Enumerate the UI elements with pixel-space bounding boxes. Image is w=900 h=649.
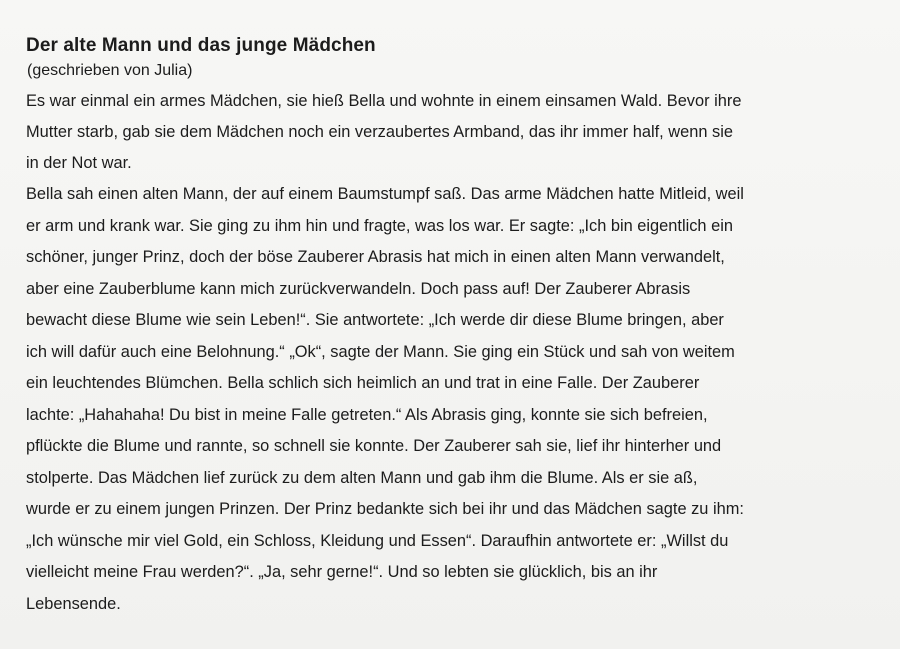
paragraph-1	[26, 86, 854, 179]
text-line: Bella sah einen alten Mann, der auf einem Baumstumpf saß. Das arme Mädchen hatte Mitleid, weil	[26, 185, 744, 203]
story-title: Der alte Mann und das junge Mädchen	[26, 35, 376, 56]
text-line: „Ich wünsche mir viel Gold, ein Schloss, Kleidung und Essen“. Daraufhin antwortete er: „Willst du	[26, 531, 729, 550]
text-line: Lebensende.	[26, 594, 121, 613]
text-line: lachte: „Hahahaha! Du bist in meine Falle getreten.“ Als Abrasis ging, konnte sie sich befreien,	[26, 405, 708, 424]
text-line: er arm und krank war. Sie ging zu ihm hin und fragte, was los war. Er sagte: „Ich bin eigentlich ein	[26, 216, 733, 235]
text-line: ich will dafür auch eine Belohnung.“ „Ok“, sagte der Mann. Sie ging ein Stück und sah von weitem	[26, 342, 735, 361]
text-line: Es war einmal ein armes Mädchen, sie hieß Bella und wohnte in einem einsamen Wald. Bevor ihre	[26, 92, 742, 110]
story-byline: (geschrieben von Julia)	[27, 62, 193, 79]
text-line: Mutter starb, gab sie dem Mädchen noch ein verzaubertes Armband, das ihr immer half, wenn sie	[26, 123, 733, 141]
text-line: aber eine Zauberblume kann mich zurückverwandeln. Doch pass auf! Der Zauberer Abrasis	[26, 279, 691, 298]
text-line: bewacht diese Blume wie sein Leben!“. Sie antwortete: „Ich werde dir diese Blume bringen, aber	[26, 311, 724, 329]
paragraph-2	[26, 179, 854, 620]
text-line: stolperte. Das Mädchen lief zurück zu dem alten Mann und gab ihm die Blume. Als er sie aß,	[26, 468, 698, 487]
text-line: pflückte die Blume und rannte, so schnell sie konnte. Der Zauberer sah sie, lief ihr hinterher und	[26, 437, 722, 455]
text-line: schöner, junger Prinz, doch der böse Zauberer Abrasis hat mich in einen alten Mann verwandelt,	[26, 248, 725, 266]
text-line: vielleicht meine Frau werden?“. „Ja, sehr gerne!“. Und so lebten sie glücklich, bis an ihr	[26, 563, 658, 581]
text-line: in der Not war.	[26, 154, 132, 172]
text-line: wurde er zu einem jungen Prinzen. Der Prinz bedankte sich bei ihr und das Mädchen sagte zu ihm:	[26, 500, 744, 518]
text-line: ein leuchtendes Blümchen. Bella schlich sich heimlich an und trat in eine Falle. Der Zauberer	[26, 374, 700, 392]
